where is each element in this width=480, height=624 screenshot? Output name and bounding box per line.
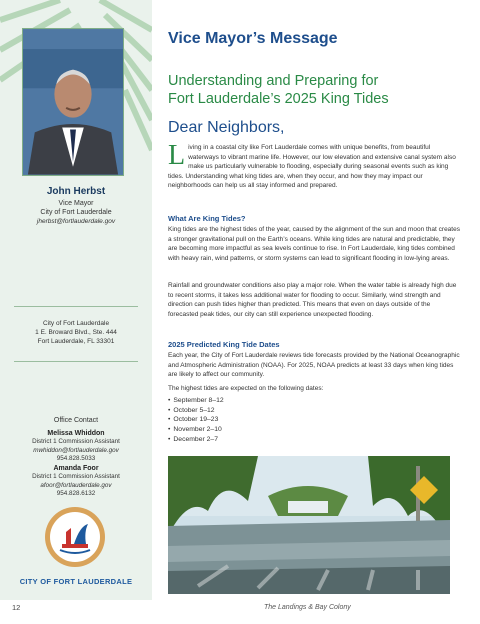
contact-card: Melissa Whiddon District 1 Commission Assistant mwhiddon@fortlauderdale.gov 954.828.5033 — [32, 430, 120, 462]
dates-heading: 2025 Predicted King Tide Dates — [168, 340, 280, 349]
list-item: • October 19–23 — [168, 415, 224, 425]
address-block: City of Fort Lauderdale 1 E. Broward Blvd., Ste. 444 Fort Lauderdale, FL 33301 — [35, 320, 117, 345]
article-headline: Understanding and Preparing for Fort Lauderdale’s 2025 King Tides — [168, 73, 389, 107]
city-seal-logo — [44, 506, 106, 568]
list-item: • October 5–12 — [168, 406, 224, 416]
flooded-street-photo — [168, 456, 450, 594]
office-contact-heading: Office Contact — [53, 417, 99, 424]
what-paragraph: King tides are the highest tides of the year, caused by the alignment of the sun and moon that creates a stronger gravitational pull on the Earth’s oceans. While king tides are natural and predictable, they are becoming more impactful as sea levels continue to rise. In Fort Lauderdale, king tides combined with heavy rain, wind patterns, or storm systems can lead to significant flooding in low-lying areas. — [168, 226, 460, 262]
dates-paragraph: Each year, the City of Fort Lauderdale reviews tide forecasts provided by the National Oceanographic and Atmospheric Administration (NOAA). For 2025, NOAA predicts at least 33 days when king tides are likely to affect our community. — [168, 352, 460, 379]
contact-card: Amanda Foor District 1 Commission Assistant afoor@fortlauderdale.gov 954.828.6132 — [32, 465, 120, 497]
list-item: • November 2–10 — [168, 425, 224, 435]
section-title: Vice Mayor’s Message — [168, 30, 338, 47]
rain-paragraph: Rainfall and groundwater conditions also play a major role. When the water table is already high due to recent storms, it takes less additional water for flooding to occur. Similarly, wind strength and direction can push tides higher than predicted. This means that even on days outside of the forecasted peak tides, our city can still experience unexpected flooding. — [168, 282, 457, 318]
official-role: Vice Mayor — [58, 200, 94, 207]
vice-mayor-portrait — [22, 28, 124, 176]
sidebar — [0, 0, 152, 600]
list-item: • December 2–7 — [168, 435, 224, 445]
city-name: CITY OF FORT LAUDERDALE — [19, 577, 133, 586]
publication-name: The Landings & Bay Colony — [264, 604, 351, 611]
official-org: City of Fort Lauderdale — [40, 209, 112, 216]
divider — [14, 306, 138, 307]
drop-cap: L — [168, 140, 186, 171]
list-item: • September 8–12 — [168, 396, 224, 406]
dates-list — [168, 396, 224, 445]
official-name: John Herbst — [46, 186, 106, 197]
greeting: Dear Neighbors, — [168, 119, 285, 136]
divider — [14, 361, 138, 362]
what-are-king-tides-heading: What Are King Tides? — [168, 214, 246, 223]
dates-intro: The highest tides are expected on the following dates: — [168, 385, 324, 392]
official-email[interactable]: jherbst@fortlauderdale.gov — [36, 218, 116, 225]
page-number: 12 — [12, 603, 21, 612]
intro-paragraph: Living in a coastal city like Fort Lauderdale comes with unique benefits, from beautiful waterways to vibrant marine life. However, our low elevation and extensive canal system also make us particularly vulnerable to flooding, especially during seasonal events such as king tides. Understanding what king tides are, when they occur, and how they may impact our neighborhoods can help us all stay informed and prepared. — [168, 140, 456, 190]
